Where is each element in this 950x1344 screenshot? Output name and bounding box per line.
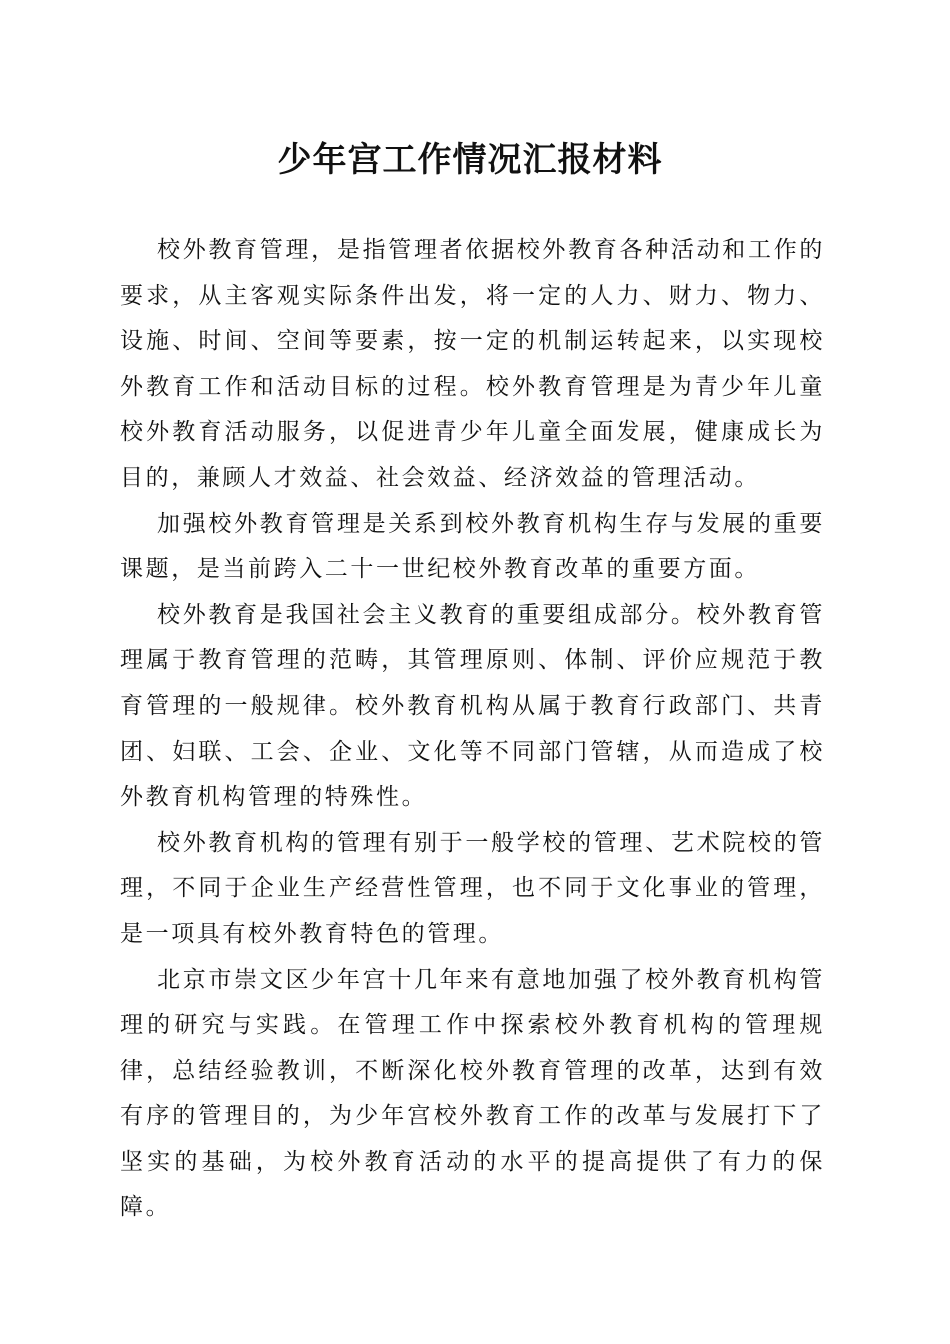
paragraph-3: 校外教育是我国社会主义教育的重要组成部分。校外教育管理属于教育管理的范畴，其管理原则、体制、评价应规范于教育管理的一般规律。校外教育机构从属于教育行政部门、共青团、妇联、工会、企业、文化等不同部门管辖，从而造成了校外教育机构管理的特殊性。	[120, 601, 825, 811]
paragraph-4: 校外教育机构的管理有别于一般学校的管理、艺术院校的管理，不同于企业生产经营性管理，也不同于文化事业的管理，是一项具有校外教育特色的管理。	[120, 829, 825, 947]
paragraph-5: 北京市崇文区少年宫十几年来有意地加强了校外教育机构管理的研究与实践。在管理工作中探索校外教育机构的管理规律，总结经验教训，不断深化校外教育管理的改革，达到有效有序的管理目的，为少年宫校外教育工作的改革与发展打下了坚实的基础，为校外教育活动的水平的提高提供了有力的保障。	[120, 966, 825, 1221]
document-title: 少年宫工作情况汇报材料	[277, 140, 663, 180]
paragraph-1: 校外教育管理，是指管理者依据校外教育各种活动和工作的要求，从主客观实际条件出发，将一定的人力、财力、物力、设施、时间、空间等要素，按一定的机制运转起来，以实现校外教育工作和活动目标的过程。校外教育管理是为青少年儿童校外教育活动服务，以促进青少年儿童全面发展，健康成长为目的，兼顾人才效益、社会效益、经济效益的管理活动。	[120, 237, 825, 491]
document-body	[120, 228, 825, 1231]
paragraph-2: 加强校外教育管理是关系到校外教育机构生存与发展的重要课题，是当前跨入二十一世纪校外教育改革的重要方面。	[120, 510, 825, 583]
